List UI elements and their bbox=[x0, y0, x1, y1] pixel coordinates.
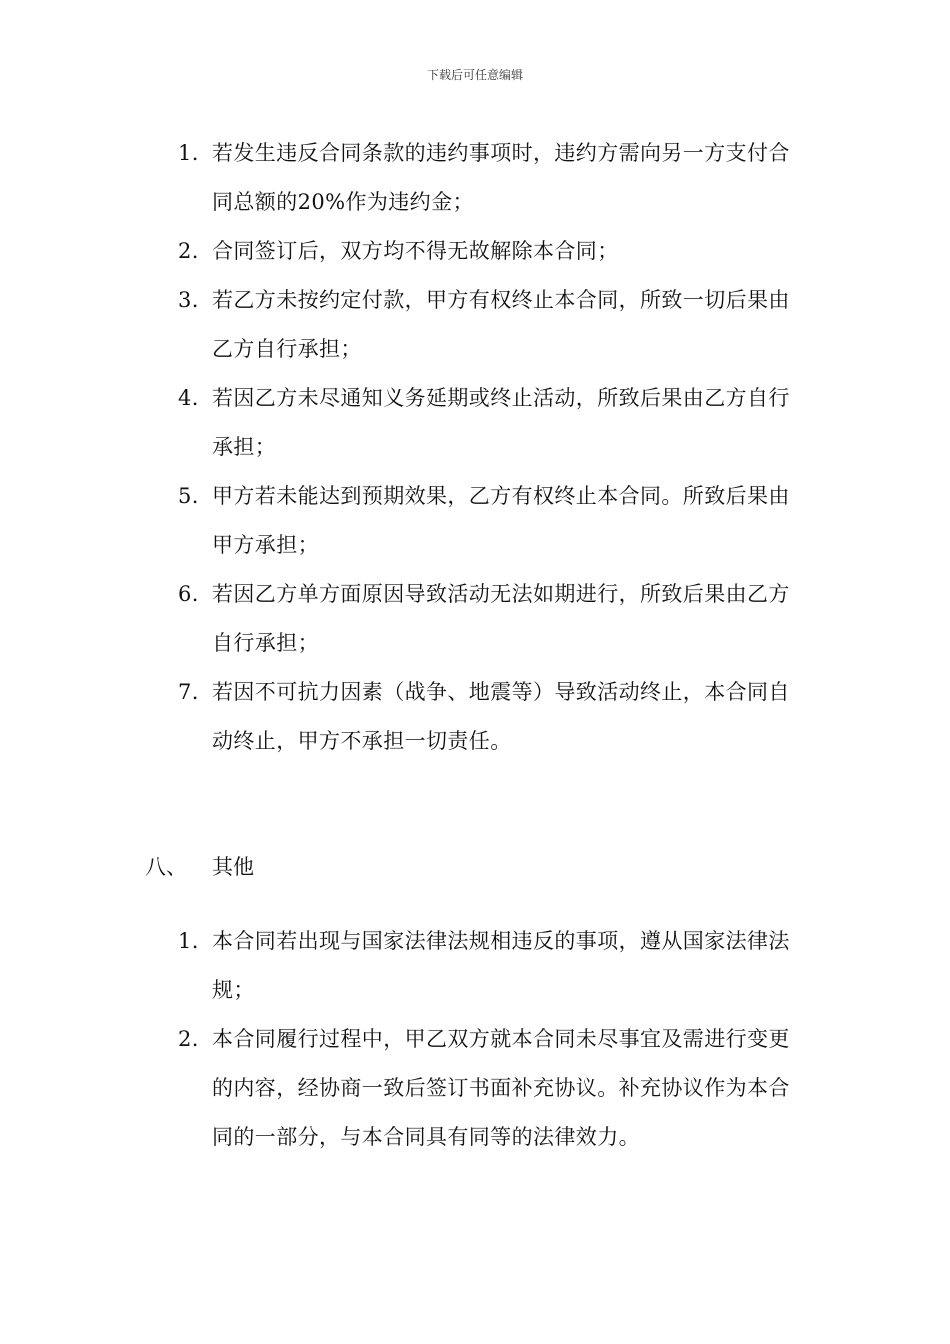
item-text: 若因不可抗力因素（战争、地震等）导致活动终止，本合同自动终止，甲方不承担一切责任。 bbox=[212, 680, 790, 753]
item-text: 甲方若未能达到预期效果，乙方有权终止本合同。所致后果由甲方承担； bbox=[212, 484, 790, 557]
list-item bbox=[176, 374, 796, 472]
list-item bbox=[176, 472, 796, 570]
item-text: 合同签订后，双方均不得无故解除本合同； bbox=[212, 239, 619, 263]
item-text: 若因乙方未尽通知义务延期或终止活动，所致后果由乙方自行承担； bbox=[212, 386, 790, 459]
item-text: 本合同若出现与国家法律法规相违反的事项，遵从国家法律法规； bbox=[212, 929, 790, 1002]
item-text: 本合同履行过程中，甲乙双方就本合同未尽事宜及需进行变更的内容，经协商一致后签订书面补充协议。补充协议作为本合同的一部分，与本合同具有同等的法律效力。 bbox=[212, 1027, 790, 1149]
item-number: 6. bbox=[178, 582, 199, 606]
item-number: 4. bbox=[178, 386, 199, 410]
list-item bbox=[176, 570, 796, 668]
item-number: 1. bbox=[178, 929, 199, 953]
item-text: 若因乙方单方面原因导致活动无法如期进行，所致后果由乙方自行承担； bbox=[212, 582, 790, 655]
penalty-clause-list bbox=[176, 129, 796, 766]
item-number: 2. bbox=[178, 1027, 199, 1051]
item-number: 1. bbox=[178, 141, 199, 165]
list-item bbox=[176, 1015, 796, 1162]
item-number: 3. bbox=[178, 288, 199, 312]
section-title: 其他 bbox=[212, 855, 254, 879]
other-clause-list bbox=[176, 917, 796, 1162]
item-number: 5. bbox=[178, 484, 199, 508]
list-item bbox=[176, 227, 796, 276]
item-text: 若发生违反合同条款的违约事项时，违约方需向另一方支付合同总额的20%作为违约金； bbox=[212, 141, 790, 214]
list-item bbox=[176, 668, 796, 766]
section-heading bbox=[145, 843, 254, 892]
item-number: 2. bbox=[178, 239, 199, 263]
list-item bbox=[176, 917, 796, 1015]
list-item bbox=[176, 129, 796, 227]
page-header-note: 下载后可任意编辑 bbox=[426, 68, 523, 82]
item-number: 7. bbox=[178, 680, 199, 704]
list-item bbox=[176, 276, 796, 374]
item-text: 若乙方未按约定付款，甲方有权终止本合同，所致一切后果由乙方自行承担； bbox=[212, 288, 790, 361]
section-number: 八、 bbox=[145, 855, 187, 879]
